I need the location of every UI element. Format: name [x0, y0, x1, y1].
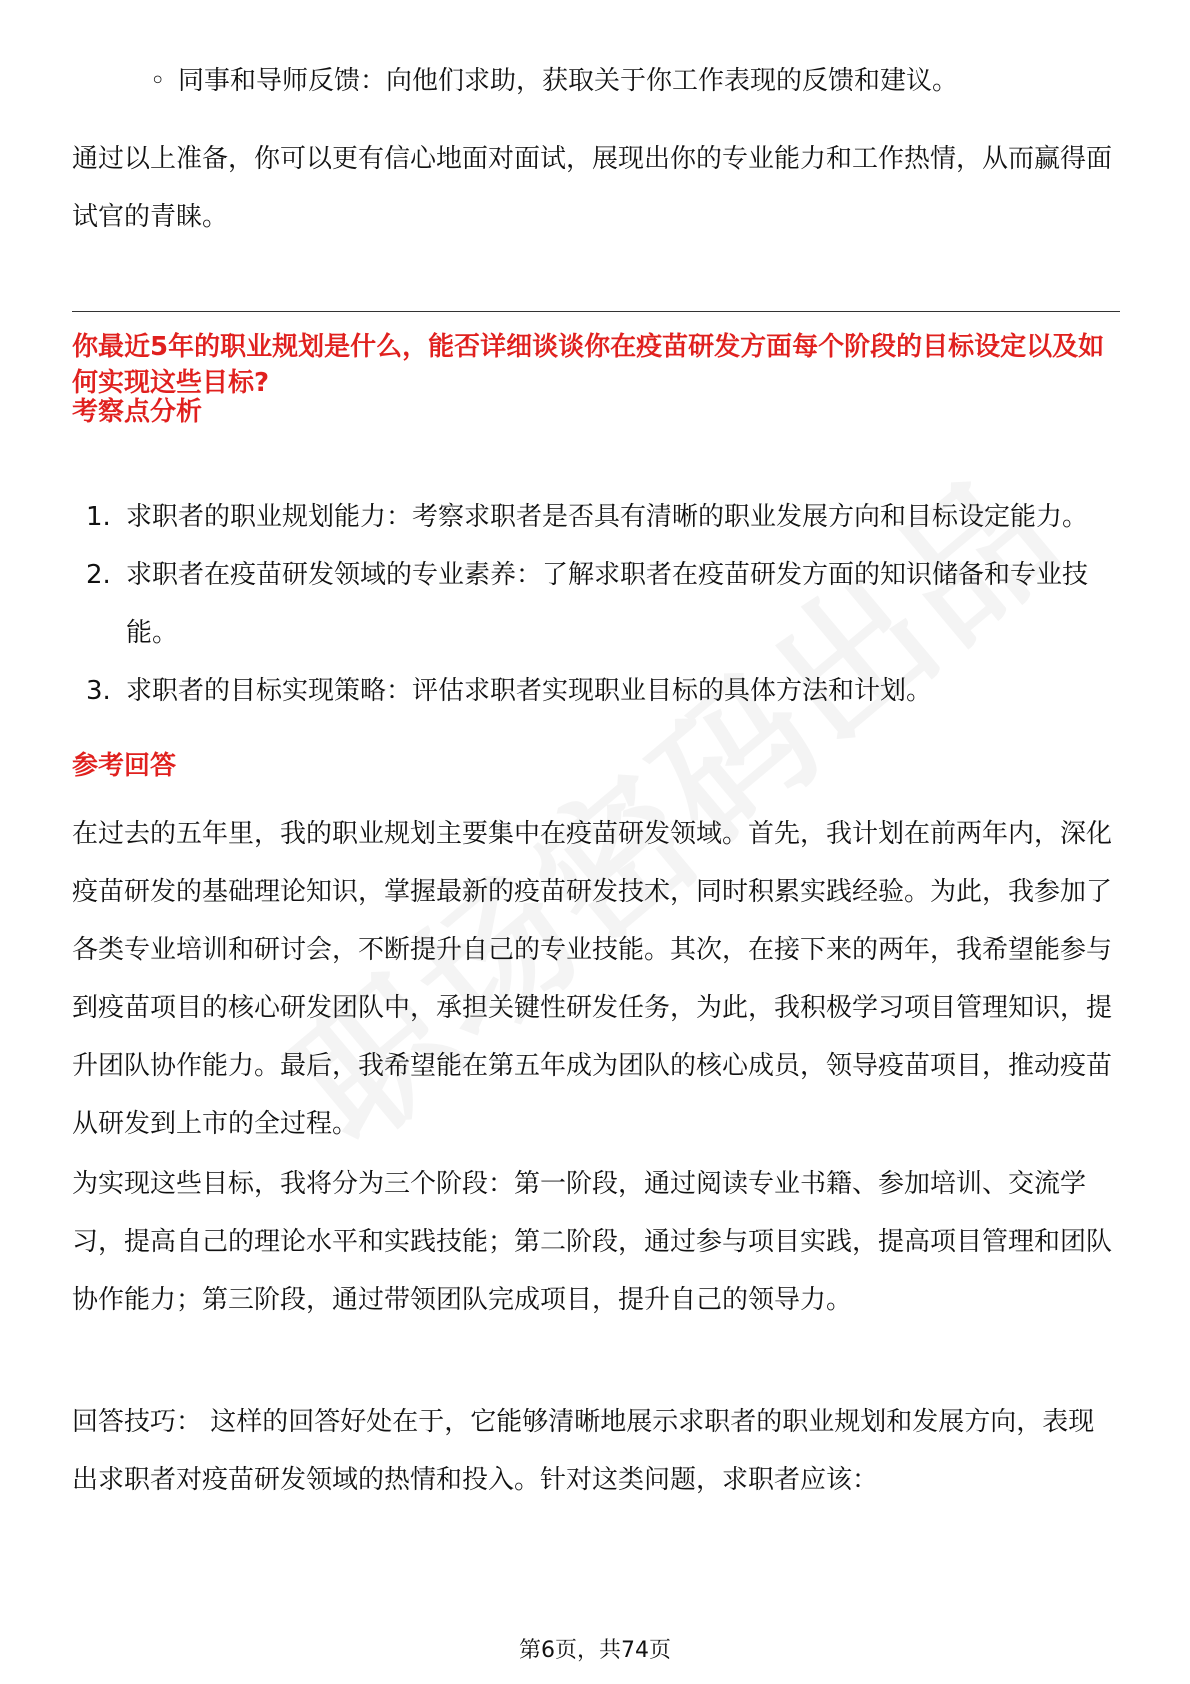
analysis-list [72, 488, 1120, 720]
list-item-text: 求职者的职业规划能力：考察求职者是否具有清晰的职业发展方向和目标设定能力。 [126, 502, 1089, 532]
list-item [72, 546, 1120, 662]
conclusion-paragraph: 通过以上准备，你可以更有信心地面对面试，展现出你的专业能力和工作热情，从而赢得面试官的青睐。 [72, 144, 1113, 232]
answer-paragraph-2: 为实现这些目标，我将分为三个阶段：第一阶段，通过阅读专业书籍、参加培训、交流学习，提高自己的理论水平和实践技能；第二阶段，通过参与项目实践，提高项目管理和团队协作能力；第三阶段，通过带领团队完成项目，提升自己的领导力。 [72, 1169, 1113, 1315]
answer-heading: 参考回答 [72, 751, 177, 781]
answer-tips-paragraph: 回答技巧： 这样的回答好处在于，它能够清晰地展示求职者的职业规划和发展方向，表现出求职者对疫苗研发领域的热情和投入。针对这类问题，求职者应该： [72, 1407, 1095, 1495]
section-divider [72, 311, 1120, 312]
list-item-text: 求职者的目标实现策略：评估求职者实现职业目标的具体方法和计划。 [126, 676, 933, 706]
list-item-number: 1. [86, 502, 111, 532]
list-item [72, 488, 1120, 546]
analysis-heading: 考察点分析 [72, 397, 203, 427]
feedback-bullet-item [150, 52, 958, 110]
list-item-text: 求职者在疫苗研发领域的专业素养：了解求职者在疫苗研发方面的知识储备和专业技能。 [126, 560, 1089, 648]
list-item [72, 662, 1120, 720]
interview-question: 你最近5年的职业规划是什么，能否详细谈谈你在疫苗研发方面每个阶段的目标设定以及如何实现这些目标? [72, 332, 1105, 398]
bullet-text: 同事和导师反馈：向他们求助，获取关于你工作表现的反馈和建议。 [178, 66, 959, 96]
answer-paragraph-1: 在过去的五年里，我的职业规划主要集中在疫苗研发领域。首先，我计划在前两年内，深化疫苗研发的基础理论知识，掌握最新的疫苗研发技术，同时积累实践经验。为此，我参加了各类专业培训和研讨会，不断提升自己的专业技能。其次，在接下来的两年，我希望能参与到疫苗项目的核心研发团队中，承担关键性研发任务，为此，我积极学习项目管理知识，提升团队协作能力。最后，我希望能在第五年成为团队的核心成员，领导疫苗项目，推动疫苗从研发到上市的全过程。 [72, 819, 1113, 1139]
bullet-marker: ◦ [150, 66, 166, 96]
list-item-number: 2. [86, 560, 111, 590]
page-number: 第6页，共74页 [519, 1638, 671, 1663]
list-item-number: 3. [86, 676, 111, 706]
